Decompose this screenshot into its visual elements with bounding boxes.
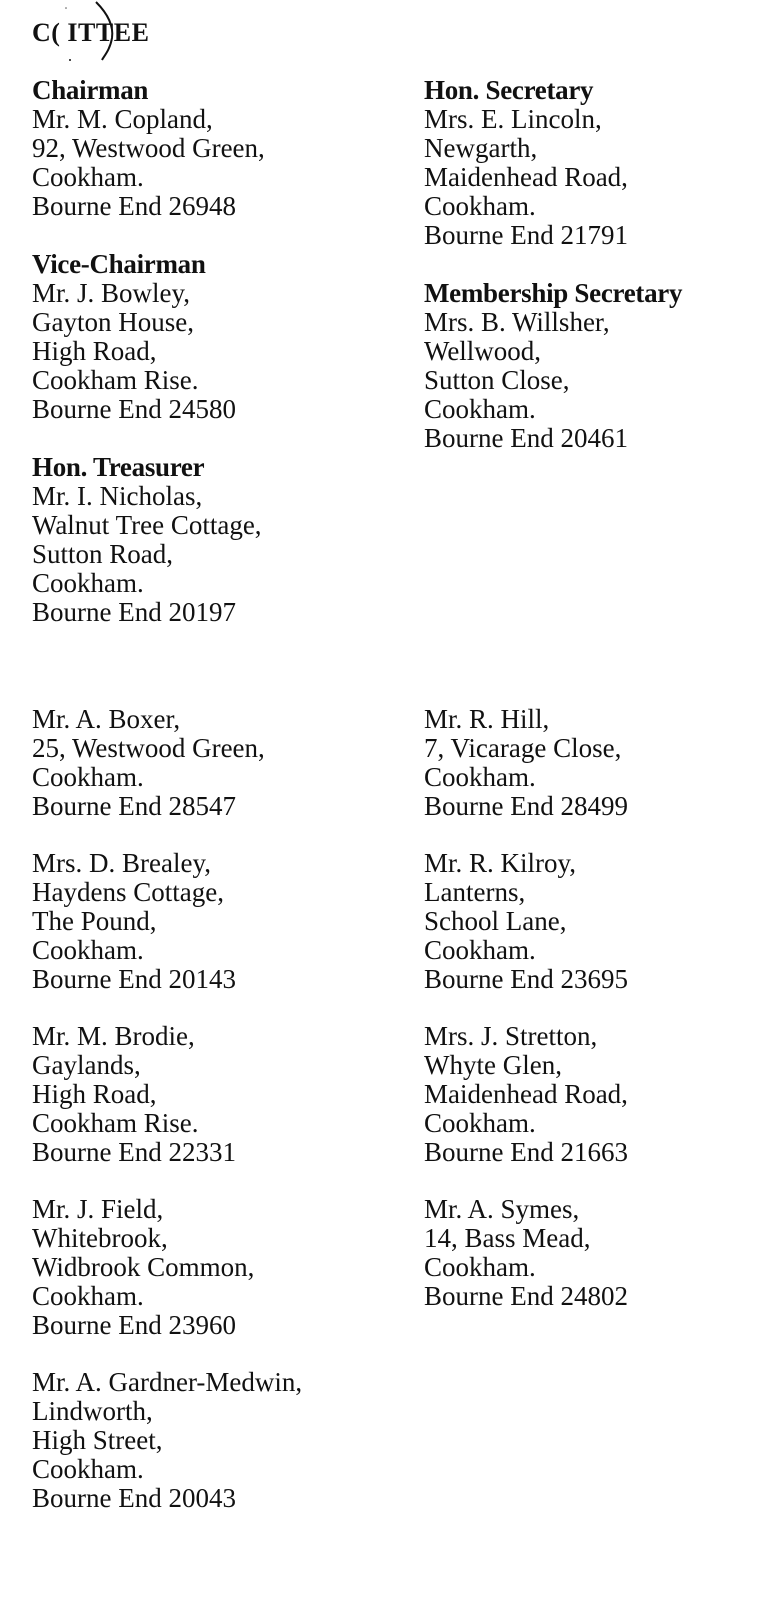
- address-line: Mr. A. Symes,: [424, 1194, 580, 1224]
- officer-entry: [32, 453, 412, 627]
- address-line: Mr. A. Boxer,: [32, 704, 181, 734]
- member-entry: [424, 1022, 776, 1167]
- address-line: 14, Bass Mead,: [424, 1223, 591, 1253]
- address-line: Cookham.: [424, 1108, 536, 1138]
- address-line: 25, Westwood Green,: [32, 733, 265, 763]
- member-entry: [424, 705, 776, 821]
- address-line: Mr. R. Kilroy,: [424, 848, 577, 878]
- address-line: Bourne End 21663: [424, 1137, 628, 1167]
- address-line: Lanterns,: [424, 877, 526, 907]
- member-entry: [32, 1022, 412, 1167]
- address-line: Bourne End 20043: [32, 1483, 236, 1513]
- address-line: Gayton House,: [32, 307, 194, 337]
- address-line: Bourne End 23695: [424, 964, 628, 994]
- officer-role: Hon. Treasurer: [32, 452, 205, 482]
- address-line: Cookham.: [424, 1252, 536, 1282]
- address-line: Whitebrook,: [32, 1223, 168, 1253]
- member-entry: [424, 1195, 776, 1311]
- address-line: High Street,: [32, 1425, 163, 1455]
- address-line: Mr. I. Nicholas,: [32, 481, 203, 511]
- address-line: Cookham.: [32, 162, 144, 192]
- address-line: Newgarth,: [424, 133, 538, 163]
- member-entry: [32, 705, 412, 821]
- member-entry: [424, 849, 776, 994]
- address-line: Whyte Glen,: [424, 1050, 562, 1080]
- address-line: Maidenhead Road,: [424, 162, 628, 192]
- address-line: Wellwood,: [424, 336, 542, 366]
- address-line: Haydens Cottage,: [32, 877, 224, 907]
- address-line: Mr. M. Brodie,: [32, 1021, 195, 1051]
- address-line: Cookham Rise.: [32, 1108, 199, 1138]
- officer-entry: [32, 76, 412, 221]
- officer-role: Vice-Chairman: [32, 249, 206, 279]
- members-right-column: [424, 705, 776, 1311]
- address-line: Bourne End 24802: [424, 1281, 628, 1311]
- address-line: Bourne End 28547: [32, 791, 236, 821]
- address-line: Cookham.: [424, 935, 536, 965]
- address-line: Bourne End 20197: [32, 597, 236, 627]
- member-entry: [32, 1195, 412, 1340]
- entry-gap: [424, 821, 776, 849]
- address-line: The Pound,: [32, 906, 157, 936]
- address-line: Cookham.: [424, 191, 536, 221]
- address-line: Bourne End 22331: [32, 1137, 236, 1167]
- address-line: Mrs. J. Stretton,: [424, 1021, 598, 1051]
- address-line: Mrs. D. Brealey,: [32, 848, 211, 878]
- address-line: Mr. M. Copland,: [32, 104, 213, 134]
- address-line: Mr. A. Gardner-Medwin,: [32, 1367, 303, 1397]
- address-line: 7, Vicarage Close,: [424, 733, 622, 763]
- entry-gap: [32, 424, 412, 453]
- entry-gap: [32, 221, 412, 250]
- address-line: Bourne End 20143: [32, 964, 236, 994]
- member-entry: [32, 1368, 412, 1513]
- address-line: Cookham.: [32, 1281, 144, 1311]
- address-line: Walnut Tree Cottage,: [32, 510, 262, 540]
- members-left-column: [32, 705, 412, 1513]
- officer-entry: [424, 279, 776, 453]
- address-line: Sutton Close,: [424, 365, 570, 395]
- address-line: High Road,: [32, 336, 157, 366]
- address-line: Bourne End 26948: [32, 191, 236, 221]
- address-line: Bourne End 20461: [424, 423, 628, 453]
- officers-left-column: [32, 76, 412, 627]
- address-line: Bourne End 21791: [424, 220, 628, 250]
- address-line: School Lane,: [424, 906, 567, 936]
- address-line: Bourne End 23960: [32, 1310, 236, 1340]
- address-line: Bourne End 24580: [32, 394, 236, 424]
- address-line: Sutton Road,: [32, 539, 174, 569]
- member-entry: [32, 849, 412, 994]
- address-line: Mr. J. Field,: [32, 1194, 164, 1224]
- torn-paper-mark: [60, 0, 130, 70]
- address-line: Mrs. B. Willsher,: [424, 307, 610, 337]
- entry-gap: [32, 994, 412, 1022]
- address-line: Bourne End 28499: [424, 791, 628, 821]
- officers-right-column: [424, 76, 776, 453]
- officer-role: Membership Secretary: [424, 278, 683, 308]
- address-line: Lindworth,: [32, 1396, 153, 1426]
- officer-entry: [424, 76, 776, 250]
- entry-gap: [424, 250, 776, 279]
- officer-entry: [32, 250, 412, 424]
- entry-gap: [424, 994, 776, 1022]
- address-line: Mr. R. Hill,: [424, 704, 550, 734]
- entry-gap: [32, 1167, 412, 1195]
- address-line: Cookham.: [424, 394, 536, 424]
- address-line: Maidenhead Road,: [424, 1079, 628, 1109]
- officer-role: Chairman: [32, 75, 149, 105]
- address-line: High Road,: [32, 1079, 157, 1109]
- address-line: Cookham.: [32, 1454, 144, 1484]
- address-line: 92, Westwood Green,: [32, 133, 265, 163]
- address-line: Mrs. E. Lincoln,: [424, 104, 602, 134]
- address-line: Gaylands,: [32, 1050, 141, 1080]
- page-title: C( ITTEE: [32, 18, 150, 47]
- address-line: Cookham.: [32, 935, 144, 965]
- address-line: Cookham.: [32, 568, 144, 598]
- officer-role: Hon. Secretary: [424, 75, 594, 105]
- address-line: Cookham.: [424, 762, 536, 792]
- entry-gap: [32, 821, 412, 849]
- entry-gap: [32, 1340, 412, 1368]
- address-line: Widbrook Common,: [32, 1252, 255, 1282]
- address-line: Mr. J. Bowley,: [32, 278, 191, 308]
- entry-gap: [424, 1167, 776, 1195]
- address-line: Cookham.: [32, 762, 144, 792]
- address-line: Cookham Rise.: [32, 365, 199, 395]
